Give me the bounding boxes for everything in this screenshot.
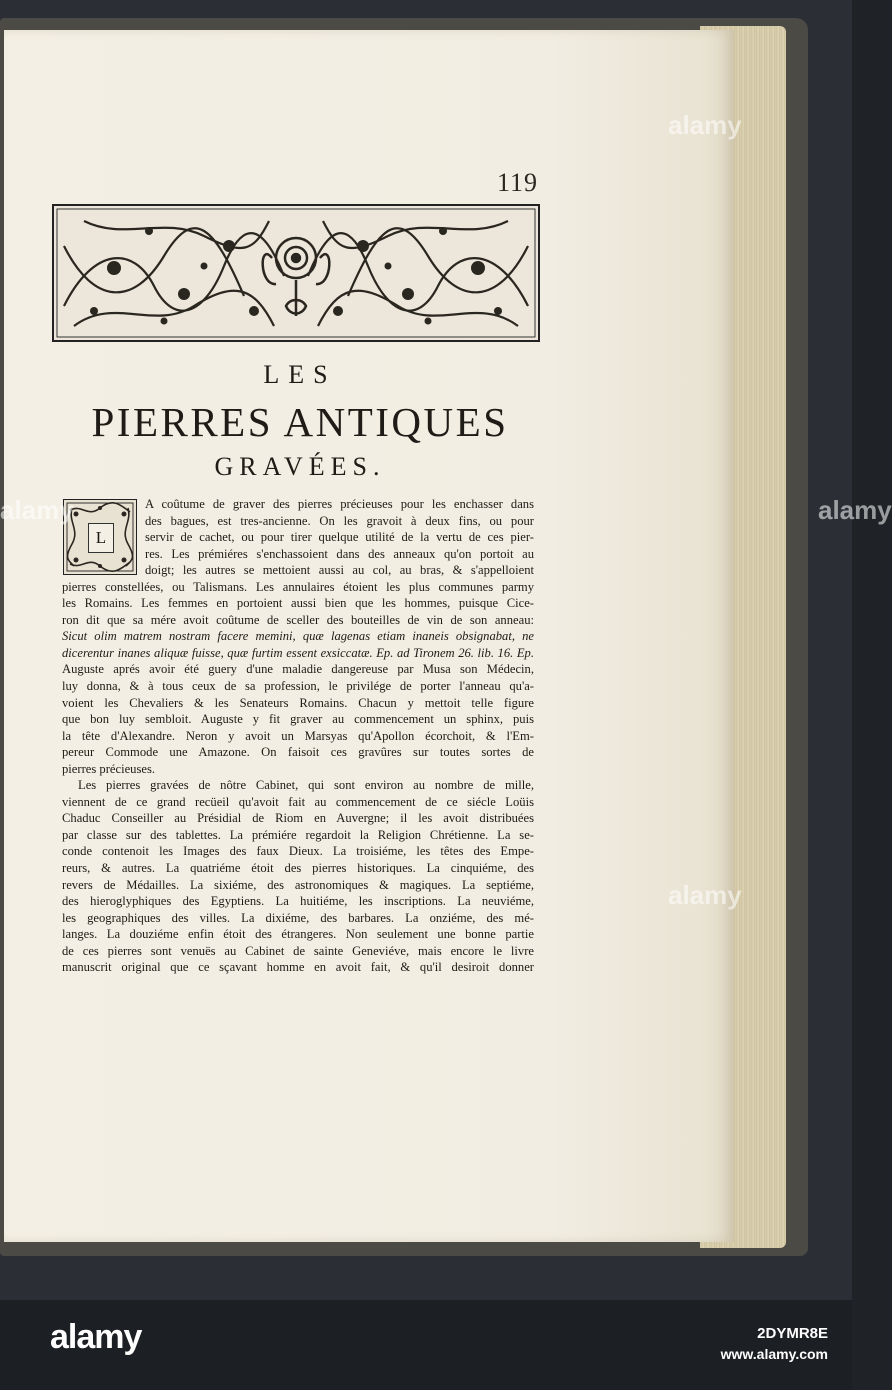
watermark: alamy: [818, 495, 892, 525]
text-line: pierres précieuses.: [62, 761, 156, 776]
text-line: reurs, & autres. La quatriéme étoit des pierres historiques. La cinquiéme, des: [62, 861, 534, 876]
text-line-italic: dicerentur inanes aliquæ fuisse, quæ furtim essent exsiccatæ. Ep. ad Tironem 26. lib. 16. Ep.: [62, 645, 534, 660]
text-line: les Romains. Les femmes en portoient aussi bien que les hommes, puisque Cice-: [62, 596, 534, 611]
text-line: res. Les prémiéres s'enchassoient dans des anneaux qu'on portoit au: [145, 546, 534, 561]
watermark: alamy: [668, 880, 742, 910]
text-line: viennent de ce grand recüeil qu'avoit fait au commencement de ce siécle Loüis: [62, 794, 534, 809]
text-line: que bon luy sembloit. Auguste y fit graver au commencement un sphinx, puis: [62, 712, 534, 727]
ornamental-headpiece: [52, 204, 540, 342]
text-line: langes. La douziéme enfin étoit des étrangeres. Non seulement une bonne partie: [62, 927, 534, 942]
text-line: de ces pierres sont venuës au Cabinet de sainte Geneviéve, mais encore le livre: [62, 943, 534, 958]
text-line: pereur Commode une Amazone. On faisoit ces gravûres sur toutes sortes de: [62, 745, 534, 760]
text-line: Chaduc Conseiller au Présidial de Riom en Auvergne; il les avoit distribuées: [62, 811, 534, 826]
image-id: 2DYMR8E: [757, 1325, 828, 1342]
body-text: [62, 496, 534, 976]
text-line: ron dit que sa mére avoit coûtume de sceller des bouteilles de vin de son anneau:: [62, 612, 534, 627]
text-line: doigt; les autres se mettoient aussi au col, au bras, & s'appelloient: [145, 563, 534, 578]
text-line: Les pierres gravées de nôtre Cabinet, qui sont environ au nombre de mille,: [78, 778, 534, 793]
dropcap-letter: L: [88, 523, 114, 553]
text-line-italic: Sicut olim matrem nostram facere memini, quæ lagenas etiam inaneis obsignabat, ne: [62, 629, 534, 644]
watermark: alamy: [0, 495, 74, 525]
title-top: LES: [263, 360, 337, 389]
text-line: les geographiques des villes. La dixiéme, des barbares. La onziéme, des mé-: [62, 910, 534, 925]
floral-ornament-icon: [54, 206, 538, 340]
text-line: par classe sur des tablettes. La prémiére regardoit la Religion Chrétienne. La se-: [62, 827, 534, 842]
text-line: revers de Médailles. La sixiéme, des astronomiques & magiques. La septiéme,: [62, 877, 534, 892]
watermark: alamy: [668, 110, 742, 140]
text-line: pierres constellées, ou Talismans. Les annulaires étoient les plus communes parmy: [62, 579, 534, 594]
text-line: des bagues, est tres-ancienne. On les gravoit à deux fins, ou pour: [145, 513, 534, 528]
title-subtitle: GRAVÉES.: [214, 452, 386, 481]
text-line: servir de cachet, ou pour tirer quelque utilité de la vertu de ces pier-: [145, 530, 534, 545]
central-rosette: [263, 238, 330, 316]
image-id-block: [721, 1324, 828, 1364]
text-line: A coûtume de graver des pierres précieuses pour les enchasser dans: [145, 497, 534, 511]
text-line: manuscrit original que ce sçavant homme en avoit fait, & qu'il desiroit donner: [62, 960, 534, 975]
site-url: www.alamy.com: [720, 1346, 828, 1362]
text-line: Auguste aprés avoir été guery d'une maladie dangereuse par Musa son Médecin,: [62, 662, 534, 677]
text-line: voient les Chevaliers & les Senateurs Romains. Chacun y mettoit telle figure: [62, 695, 534, 710]
text-line: la tête d'Alexandre. Neron y avoit un Marsyas qu'Apollon écorchoit, & l'Em-: [62, 728, 534, 743]
text-line: des hieroglyphiques des Egyptiens. La huitiéme, les inscriptions. La neuviéme,: [62, 894, 534, 909]
brand-logo: alamy: [50, 1318, 142, 1356]
page-number: 119: [497, 168, 539, 197]
text-line: luy donna, & à tous ceux de sa profession, le privilége de porter l'anneau qu'a-: [62, 679, 534, 694]
page-title: PIERRES ANTIQUES: [91, 399, 509, 445]
text-line: conde contenoit les Images des faux Dieux. La troisiéme, les têtes des Empe-: [62, 844, 534, 859]
